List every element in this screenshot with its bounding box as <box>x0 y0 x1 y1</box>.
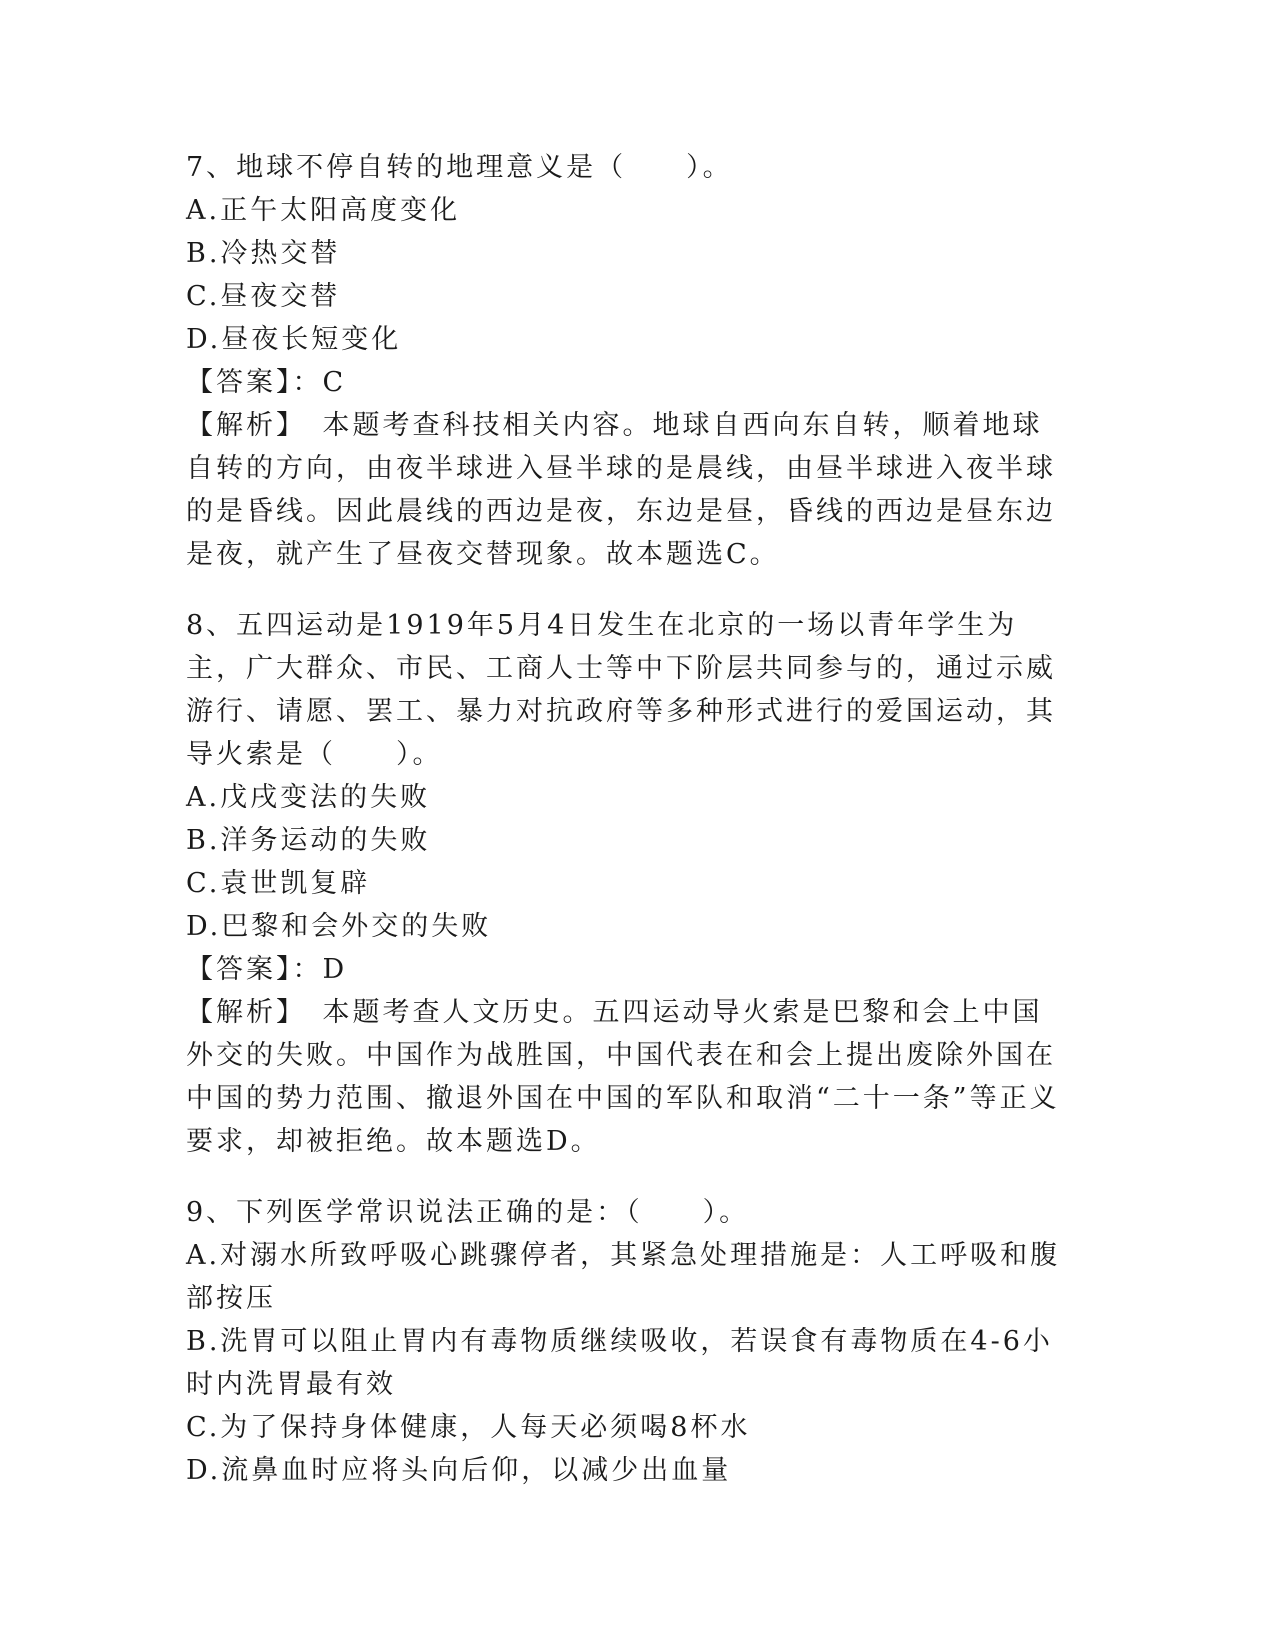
option-c: C.昼夜交替 <box>186 281 341 312</box>
question-stem: 8、五四运动是1919年5月4日发生在北京的一场以青年学生为主，广大群众、市民、工商人士等中下阶层共同参与的，通过示威游行、请愿、罢工、暴力对抗政府等多种形式进行的爱国运动，其导火索是（ ）。 <box>186 610 1056 770</box>
question-8 <box>186 604 1066 1163</box>
question-stem: 7、地球不停自转的地理意义是（ ）。 <box>186 152 733 183</box>
question-9 <box>186 1191 1066 1492</box>
option-d: D.巴黎和会外交的失败 <box>186 911 492 942</box>
document-page <box>186 146 1066 1492</box>
analysis: 【解析】 本题考查人文历史。五四运动导火索是巴黎和会上中国外交的失败。中国作为战胜国，中国代表在和会上提出废除外国在中国的势力范围、撤退外国在中国的军队和取消“二十一条”等正义要求，却被拒绝。故本题选D。 <box>186 997 1060 1157</box>
answer: 【答案】：C <box>186 367 347 398</box>
answer: 【答案】：D <box>186 954 348 985</box>
option-b: B.冷热交替 <box>186 238 341 269</box>
option-c: C.袁世凯复辟 <box>186 868 371 899</box>
option-a: A.正午太阳高度变化 <box>186 195 461 226</box>
option-d: D.昼夜长短变化 <box>186 324 402 355</box>
option-a: A.戊戌变法的失败 <box>186 782 431 813</box>
question-7 <box>186 146 1066 576</box>
analysis: 【解析】 本题考查科技相关内容。地球自西向东自转，顺着地球自转的方向，由夜半球进入昼半球的是晨线，由昼半球进入夜半球的是昏线。因此晨线的西边是夜，东边是昼，昏线的西边是昼东边是夜，就产生了昼夜交替现象。故本题选C。 <box>186 410 1056 570</box>
question-stem: 9、下列医学常识说法正确的是：（ ）。 <box>186 1197 750 1228</box>
option-b: B.洗胃可以阻止胃内有毒物质继续吸收，若误食有毒物质在4-6小时内洗胃最有效 <box>186 1326 1053 1400</box>
option-b: B.洋务运动的失败 <box>186 825 431 856</box>
option-d: D.流鼻血时应将头向后仰，以减少出血量 <box>186 1455 732 1486</box>
option-a: A.对溺水所致呼吸心跳骤停者，其紧急处理措施是：人工呼吸和腹部按压 <box>186 1240 1061 1314</box>
option-c: C.为了保持身体健康，人每天必须喝8杯水 <box>186 1412 751 1443</box>
